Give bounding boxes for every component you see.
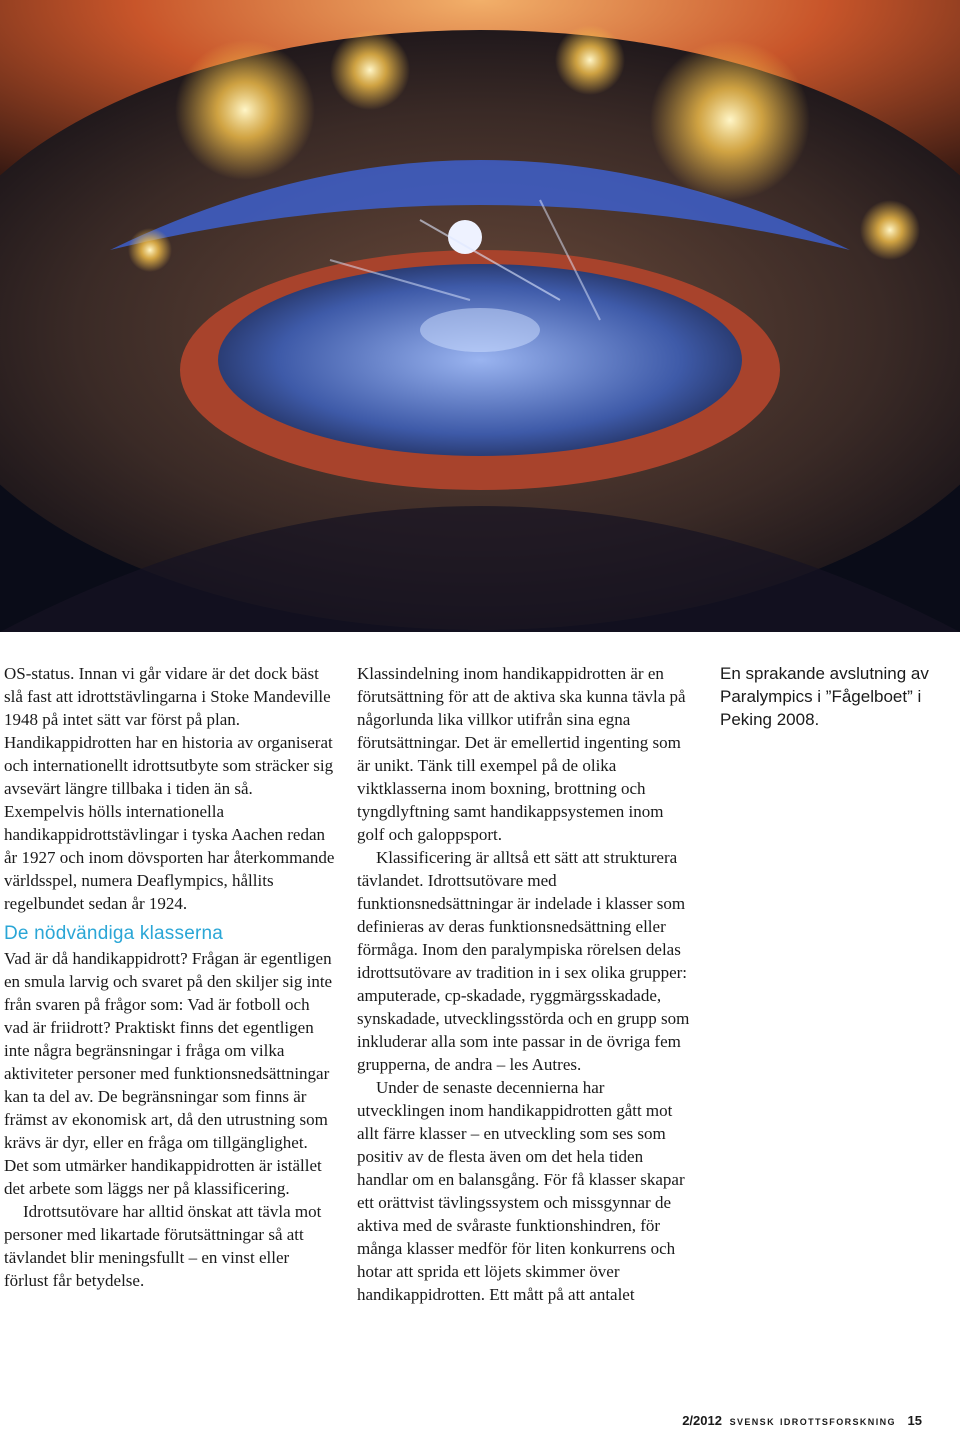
magazine-name: svensk idrottsforskning [729, 1413, 896, 1428]
issue-number: 2/2012 [682, 1413, 722, 1428]
page-number: 15 [907, 1413, 922, 1428]
column1-paragraph-3: Idrottsutövare har alltid önskat att tävla mot personer med likartade förutsättningar så att tävlandet blir meningsfullt – en vinst eller förlust får betydelse. [4, 1202, 322, 1290]
column2-paragraph-3: Under de senaste decennierna har utvecklingen inom handikappidrotten gått mot allt färre klasser – en utveckling som ses som positiv av de flesta även om det hela tiden handlar om en balansgång. För få klasser skapar ett orättvist tävlingssystem och missgynnar de aktiva med de svåraste funktionshindren, för många klasser medför för liten konkurrens och hotar att sprida ett löjets skimmer över handikappidrotten. Ett mått på att antalet [357, 1078, 685, 1304]
stadium-illustration [0, 0, 960, 632]
photo-caption: En sprakande avslutning av Paralympics i ”Fågelboet” i Peking 2008. [720, 664, 929, 729]
caption-column [720, 662, 952, 731]
column2-paragraph-1: Klassindelning inom handikappidrotten är en förutsättning för att de aktiva ska kunna tävla på någorlunda lika villkor utifrån sina egna förutsättningar. Det är emellertid ingenting som är unikt. Tänk till exempel på de olika viktklasserna inom boxning, brottning och tyngdlyftning samt handikappsystemen inom golf och galoppsport. [357, 664, 686, 844]
page-footer [682, 1413, 922, 1428]
column1-paragraph-1: OS-status. Innan vi går vidare är det dock bäst slå fast att idrottstävlingarna i Stoke Mandeville 1948 på intet sätt var först på plan. Handikappidrotten har en historia av organiserat och internationellt idrottsutbyte som sträcker sig avsevärt längre tillbaka i tiden än så. Exempelvis hölls internationella handikappidrottstävlingar i tyska Aachen redan år 1927 och inom dövsporten har återkommande världsspel, numera Deaflympics, hållits regelbundet sedan år 1924. [4, 664, 335, 913]
section-heading: De nödvändiga klasserna [4, 923, 224, 944]
stadium-photo [0, 0, 960, 632]
article-column-1 [4, 662, 336, 1292]
column2-paragraph-2: Klassificering är alltså ett sätt att strukturera tävlandet. Idrottsutövare med funktionsnedsättningar är indelade i klasser som definieras av deras funktionsnedsättning eller förmåga. Inom den paralympiska rörelsen delas idrottsutövare av tradition in i sex olika grupper: amputerade, cp-skadade, ryggmärgsskadade, synskadade, utvecklingsstörda och en grupp som inkluderar alla som inte passar in de övriga fem grupperna, de andra – les Autres. [357, 848, 690, 1074]
article-column-2 [357, 662, 690, 1306]
column1-paragraph-2: Vad är då handikappidrott? Frågan är egentligen en smula larvig och svaret på den skiljer sig inte från svaren på frågor som: Vad är fotboll och vad är friidrott? Praktiskt finns det egentligen inte några begränsningar i fråga om vilka aktiviteter personer med funktionsnedsättningar kan ta del av. De begränsningar som finns är främst av ekonomisk art, då den utrustning som krävs är dyr, eller en fråga om tillgänglighet. Det som utmärker handikappidrotten är istället det arbete som läggs ner på klassificering. [4, 949, 333, 1198]
